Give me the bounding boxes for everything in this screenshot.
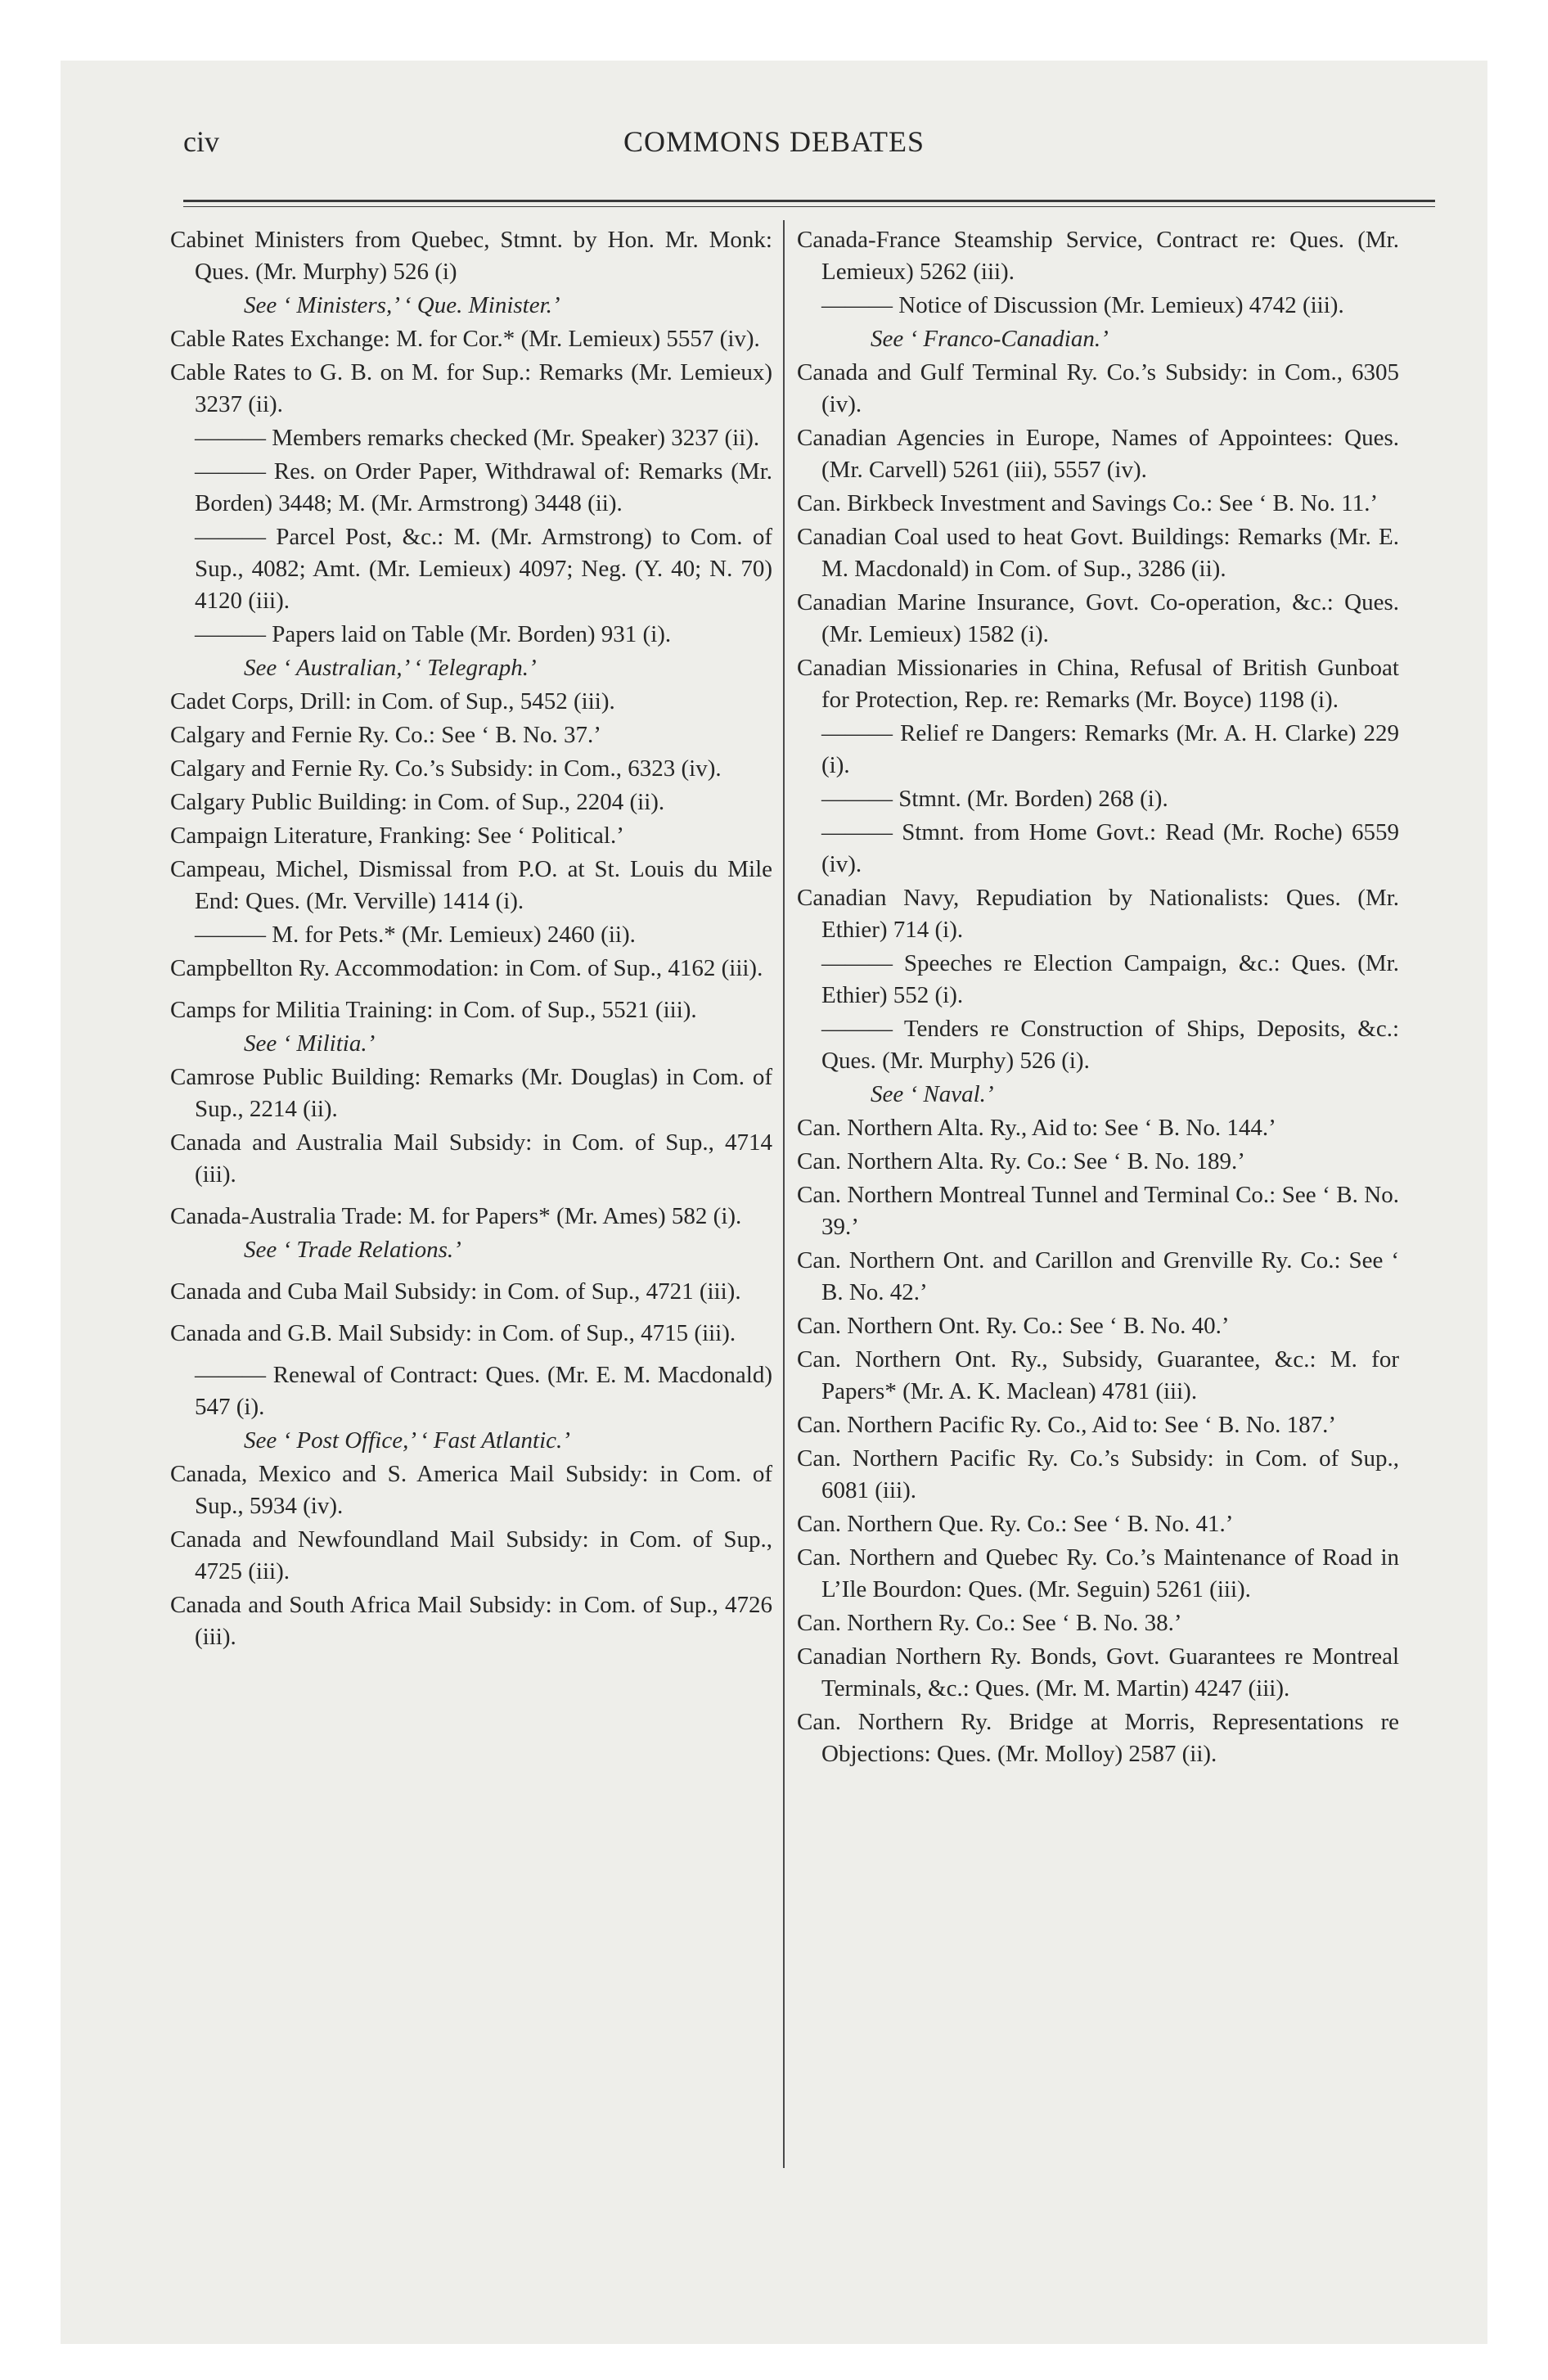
index-entry: Can. Northern Ry. Co.: See ‘ B. No. 38.’ [797,1610,1182,1636]
sub-entry: ——— Speeches re Election Campaign, &c.: Ques. (Mr. Ethier) 552 (i). [821,950,1399,1008]
index-entry: Calgary and Fernie Ry. Co.’s Subsidy: in Com., 6323 (iv). [170,755,722,782]
header-rule [183,200,1435,202]
index-entry: Campeau, Michel, Dismissal from P.O. at St. Louis du Mile End: Ques. (Mr. Verville) 1414 (i). [170,856,772,914]
index-entry: Can. Northern Pacific Ry. Co., Aid to: See ‘ B. No. 187.’ [797,1412,1337,1438]
index-entry: Canada-France Steamship Service, Contract re: Ques. (Mr. Lemieux) 5262 (iii). [797,227,1399,285]
index-entry: Canada and Cuba Mail Subsidy: in Com. of Sup., 4721 (iii). [170,1278,741,1305]
index-entry: Canada and South Africa Mail Subsidy: in Com. of Sup., 4726 (iii). [170,1592,772,1650]
index-entry: Cable Rates to G. B. on M. for Sup.: Remarks (Mr. Lemieux) 3237 (ii). [170,359,772,417]
index-entry: Canadian Northern Ry. Bonds, Govt. Guarantees re Montreal Terminals, &c.: Ques. (Mr. M. Martin) 4247 (iii). [797,1643,1399,1702]
index-entry: Can. Northern Alta. Ry. Co.: See ‘ B. No. 189.’ [797,1148,1245,1174]
see-reference: See ‘ Trade Relations.’ [244,1237,461,1263]
index-entry: Canadian Coal used to heat Govt. Buildings: Remarks (Mr. E. M. Macdonald) in Com. of Sup., 3286 (ii). [797,524,1399,582]
left-column [170,224,772,1655]
index-page [61,61,1487,2344]
sub-entry: ——— Relief re Dangers: Remarks (Mr. A. H. Clarke) 229 (i). [821,720,1399,778]
page-title: COMMONS DEBATES [623,125,925,158]
index-entry: Camps for Militia Training: in Com. of Sup., 5521 (iii). [170,997,697,1023]
index-entry: Can. Birkbeck Investment and Savings Co.: See ‘ B. No. 11.’ [797,490,1379,516]
sub-entry: ——— Parcel Post, &c.: M. (Mr. Armstrong) to Com. of Sup., 4082; Amt. (Mr. Lemieux) 4097; Neg. (Y. 40; N. 70) 4120 (iii). [195,524,772,614]
index-entry: Canada-Australia Trade: M. for Papers* (Mr. Ames) 582 (i). [170,1203,742,1229]
index-entry: Canadian Navy, Repudiation by Nationalists: Ques. (Mr. Ethier) 714 (i). [797,885,1399,943]
index-entry: Campbellton Ry. Accommodation: in Com. of Sup., 4162 (iii). [170,955,763,981]
index-entry: Canada, Mexico and S. America Mail Subsidy: in Com. of Sup., 5934 (iv). [170,1461,772,1519]
index-entry: Can. Northern Que. Ry. Co.: See ‘ B. No. 41.’ [797,1511,1234,1537]
see-reference: See ‘ Militia.’ [244,1030,376,1057]
index-entry: Can. Northern and Quebec Ry. Co.’s Maintenance of Road in L’Ile Bourdon: Ques. (Mr. Seguin) 5261 (iii). [797,1544,1399,1602]
index-entry: Calgary and Fernie Ry. Co.: See ‘ B. No. 37.’ [170,722,601,748]
sub-entry: ——— Papers laid on Table (Mr. Borden) 931 (i). [195,621,672,647]
index-entry: Can. Northern Alta. Ry., Aid to: See ‘ B. No. 144.’ [797,1115,1276,1141]
index-entry: Cadet Corps, Drill: in Com. of Sup., 5452 (iii). [170,688,615,714]
index-entry: Calgary Public Building: in Com. of Sup., 2204 (ii). [170,789,665,815]
index-entry: Campaign Literature, Franking: See ‘ Political.’ [170,823,624,849]
index-entry: Cabinet Ministers from Quebec, Stmnt. by Hon. Mr. Monk: Ques. (Mr. Murphy) 526 (i) [170,227,772,285]
sub-entry: ——— Notice of Discussion (Mr. Lemieux) 4742 (iii). [821,292,1344,318]
see-reference: See ‘ Franco-Canadian.’ [871,326,1109,352]
index-entry: Canadian Marine Insurance, Govt. Co-operation, &c.: Ques. (Mr. Lemieux) 1582 (i). [797,589,1399,647]
see-reference: See ‘ Ministers,’ ‘ Que. Minister.’ [244,292,560,318]
column-divider [783,220,785,2168]
index-entry: Cable Rates Exchange: M. for Cor.* (Mr. Lemieux) 5557 (iv). [170,326,760,352]
index-entry: Camrose Public Building: Remarks (Mr. Douglas) in Com. of Sup., 2214 (ii). [170,1064,772,1122]
sub-entry: ——— Renewal of Contract: Ques. (Mr. E. M. Macdonald) 547 (i). [195,1362,772,1420]
index-entry: Canada and G.B. Mail Subsidy: in Com. of Sup., 4715 (iii). [170,1320,736,1346]
index-entry: Canada and Gulf Terminal Ry. Co.’s Subsidy: in Com., 6305 (iv). [797,359,1399,417]
index-entry: Can. Northern Ont. and Carillon and Grenville Ry. Co.: See ‘ B. No. 42.’ [797,1247,1399,1305]
index-entry: Can. Northern Ont. Ry., Subsidy, Guarantee, &c.: M. for Papers* (Mr. A. K. Maclean) 4781 (iii). [797,1346,1399,1404]
page-number: civ [183,125,219,158]
index-entry: Can. Northern Pacific Ry. Co.’s Subsidy: in Com. of Sup., 6081 (iii). [797,1445,1399,1503]
index-entry: Canadian Agencies in Europe, Names of Appointees: Ques. (Mr. Carvell) 5261 (iii), 5557 (iv). [797,425,1399,483]
index-entry: Can. Northern Ont. Ry. Co.: See ‘ B. No. 40.’ [797,1313,1230,1339]
see-reference: See ‘ Naval.’ [871,1081,994,1107]
header-rule-thin [183,206,1435,207]
index-entry: Canada and Australia Mail Subsidy: in Com. of Sup., 4714 (iii). [170,1129,772,1188]
see-reference: See ‘ Australian,’ ‘ Telegraph.’ [244,655,537,681]
sub-entry: ——— Members remarks checked (Mr. Speaker) 3237 (ii). [195,425,760,451]
sub-entry: ——— Stmnt. (Mr. Borden) 268 (i). [821,786,1168,812]
index-entry: Canadian Missionaries in China, Refusal of British Gunboat for Protection, Rep. re: Remarks (Mr. Boyce) 1198 (i). [797,655,1399,713]
sub-entry: ——— Res. on Order Paper, Withdrawal of: Remarks (Mr. Borden) 3448; M. (Mr. Armstrong) 3448 (ii). [195,458,772,516]
right-column [797,224,1399,1772]
see-reference: See ‘ Post Office,’ ‘ Fast Atlantic.’ [244,1427,570,1454]
index-entry: Canada and Newfoundland Mail Subsidy: in Com. of Sup., 4725 (iii). [170,1526,772,1584]
index-entry: Can. Northern Ry. Bridge at Morris, Representations re Objections: Ques. (Mr. Molloy) 2587 (ii). [797,1709,1399,1767]
index-entry: Can. Northern Montreal Tunnel and Terminal Co.: See ‘ B. No. 39.’ [797,1182,1399,1240]
sub-entry: ——— Tenders re Construction of Ships, Deposits, &c.: Ques. (Mr. Murphy) 526 (i). [821,1016,1399,1074]
sub-entry: ——— M. for Pets.* (Mr. Lemieux) 2460 (ii). [195,922,636,948]
sub-entry: ——— Stmnt. from Home Govt.: Read (Mr. Roche) 6559 (iv). [821,819,1399,877]
